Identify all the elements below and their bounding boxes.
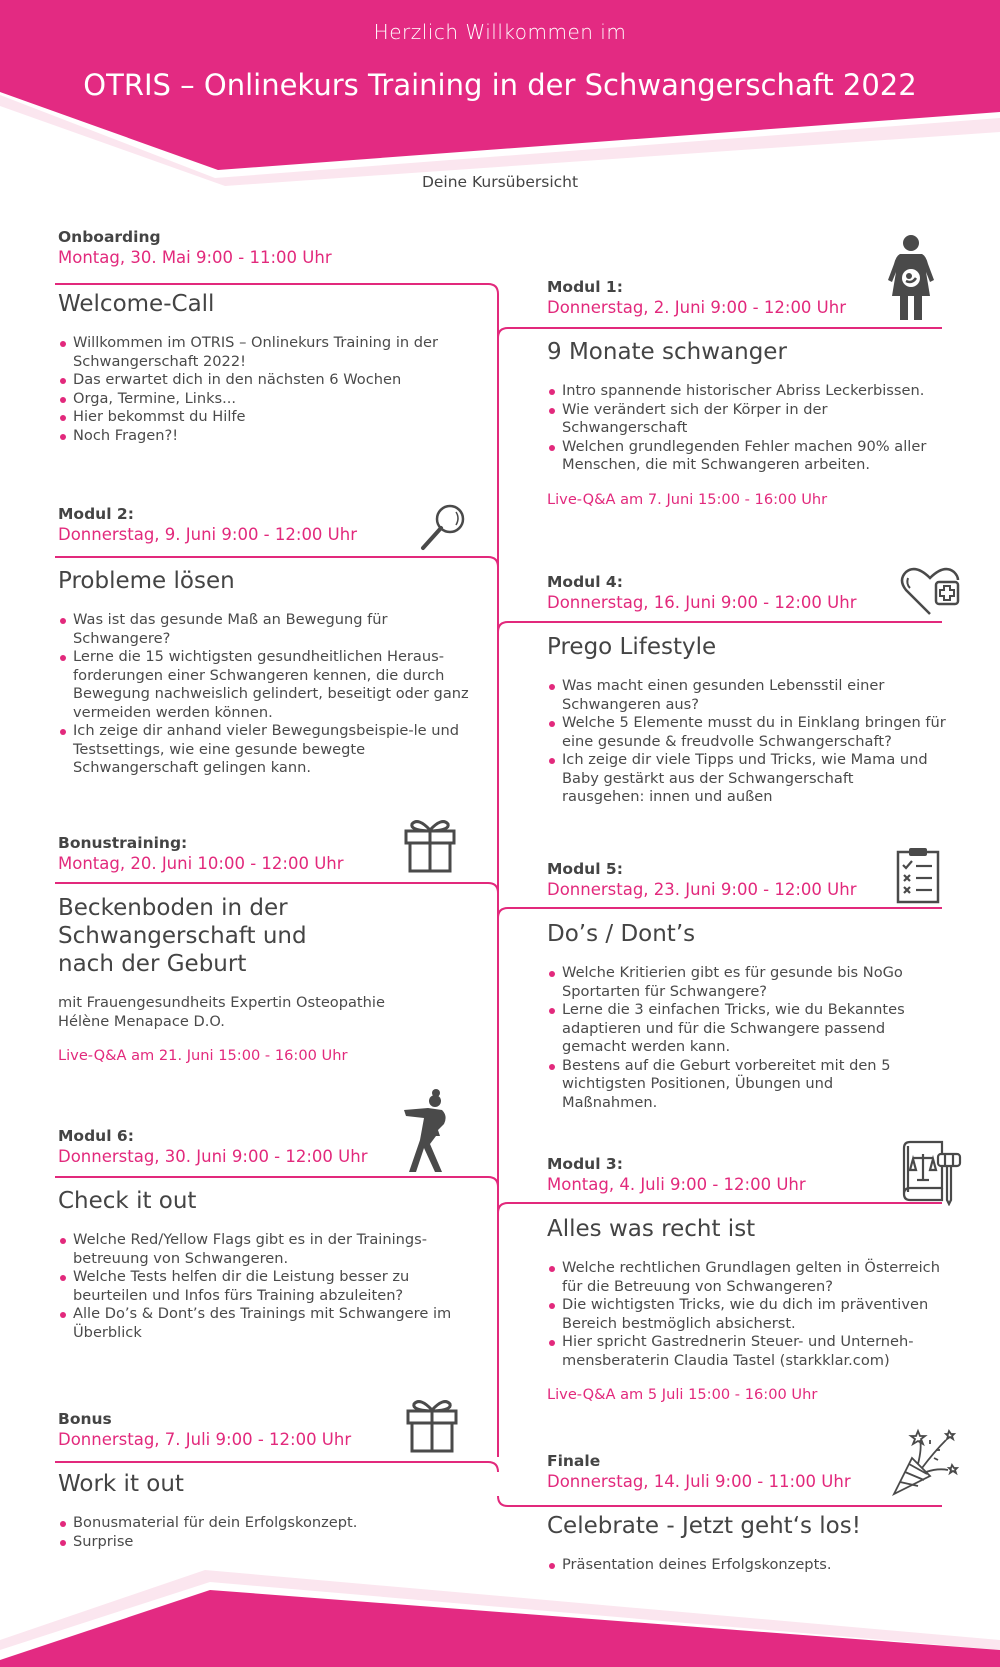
law-book-gavel-icon [898,1140,964,1206]
list-item: Das erwartet dich in den nächsten 6 Wochen [58,371,478,390]
gift-icon [402,815,458,875]
session-date: Donnerstag, 2. Juni 9:00 - 12:00 Uhr [547,298,846,317]
list-item: Welche Tests helfen dir die Leistung besser zu beurteilen und Infos fürs Training abzuleiten? [58,1268,478,1305]
list-item: Orga, Termine, Links... [58,390,478,409]
list-item: Intro spannende historischer Abriss Leckerbissen. [547,382,967,401]
session-label: Modul 1: [547,278,623,296]
heart-health-icon [898,564,962,618]
list-item: Welche rechtlichen Grundlagen gelten in Österreich für die Betreuung von Schwangeren? [547,1259,957,1296]
list-item: Wie verändert sich der Körper in der Schwangerschaft [547,401,862,438]
session-title: Check it out [58,1188,197,1214]
list-item: Surprise [58,1533,478,1552]
list-item: Hier bekommst du Hilfe [58,408,478,427]
session-title: Do’s / Dont’s [547,921,696,947]
session-label: Modul 6: [58,1127,134,1145]
session-label: Bonustraining: [58,834,188,852]
session-label: Modul 3: [547,1155,623,1173]
session-bullets [547,677,967,807]
session-date: Donnerstag, 7. Juli 9:00 - 12:00 Uhr [58,1430,352,1449]
list-item: Was macht einen gesunden Lebensstil einer Schwangeren aus? [547,677,912,714]
session-date: Donnerstag, 14. Juli 9:00 - 11:00 Uhr [547,1472,851,1491]
session-date: Montag, 30. Mai 9:00 - 11:00 Uhr [58,248,332,267]
session-label: Bonus [58,1410,112,1428]
session-label: Modul 4: [547,573,623,591]
gift-icon [404,1395,460,1455]
magnifier-icon [418,500,470,552]
list-item: Alle Do’s & Dont’s des Trainings mit Schwangere im Überblick [58,1305,478,1342]
session-title: Alles was recht ist [547,1216,756,1242]
session-date: Montag, 4. Juli 9:00 - 12:00 Uhr [547,1175,806,1194]
session-bullets [547,964,967,1112]
live-qa: Live-Q&A am 7. Juni 15:00 - 16:00 Uhr [547,490,828,508]
exercise-woman-icon [402,1088,454,1174]
session-bullets [58,611,478,778]
session-date: Donnerstag, 30. Juni 9:00 - 12:00 Uhr [58,1147,368,1166]
session-label: Modul 5: [547,860,623,878]
session-bullets [547,382,967,475]
session-label: Modul 2: [58,505,134,523]
party-popper-icon [890,1428,960,1498]
session-bullets [58,1231,478,1342]
session-bullets [58,1514,478,1551]
list-item: Die wichtigsten Tricks, wie du dich im präventiven Bereich bestmöglich absicherst. [547,1296,957,1333]
list-item: Welchen grundlegenden Fehler machen 90% aller Menschen, die mit Schwangeren arbeiten. [547,438,932,475]
list-item: Welche 5 Elemente musst du in Einklang bringen für eine gesunde & freudvolle Schwangerschaft? [547,714,957,751]
session-date: Donnerstag, 23. Juni 9:00 - 12:00 Uhr [547,880,857,899]
list-item: Welche Red/Yellow Flags gibt es in der Trainings-betreuung von Schwangeren. [58,1231,478,1268]
list-item: Was ist das gesunde Maß an Bewegung für Schwangere? [58,611,478,648]
list-item: Willkommen im OTRIS – Onlinekurs Training in der Schwangerschaft 2022! [58,334,478,371]
course-overview-label: Deine Kursübersicht [421,173,579,191]
session-title: 9 Monate schwanger [547,339,787,365]
page-title: OTRIS – Onlinekurs Training in der Schwangerschaft 2022 [83,68,917,102]
session-date: Montag, 20. Juni 10:00 - 12:00 Uhr [58,854,344,873]
session-modul-2 [58,505,478,778]
session-title: Probleme lösen [58,568,235,594]
list-item: Präsentation deines Erfolgskonzepts. [547,1556,967,1575]
list-item: Lerne die 3 einfachen Tricks, wie du Bekanntes adaptieren und für die Schwangere passend gemacht werden kann. [547,1001,952,1057]
list-item: Ich zeige dir anhand vieler Bewegungsbeispie-le und Testsettings, wie eine gesunde bewegte Schwangerschaft gelingen kann. [58,722,478,778]
session-date: Donnerstag, 16. Juni 9:00 - 12:00 Uhr [547,593,857,612]
list-item: Ich zeige dir viele Tipps und Tricks, wie Mama und Baby gestärkt aus der Schwangerschaft rausgehen: innen und außen [547,751,932,807]
list-item: Welche Kritierien gibt es für gesunde bis NoGo Sportarten für Schwangere? [547,964,952,1001]
welcome-text: Herzlich Willkommen im [373,20,627,44]
pregnant-woman-icon [886,234,936,322]
session-title: Welcome-Call [58,291,215,317]
session-title: Work it out [58,1471,184,1497]
session-bullets [547,1259,967,1370]
live-qa: Live-Q&A am 21. Juni 15:00 - 16:00 Uhr [58,1047,348,1064]
list-item: Bestens auf die Geburt vorbereitet mit den 5 wichtigsten Positionen, Übungen und Maßnahmen. [547,1057,902,1113]
session-bullets [547,1556,967,1575]
session-bullets [58,334,478,445]
list-item: Lerne die 15 wichtigsten gesundheitlichen Heraus-forderungen einer Schwangeren kennen, die durch Bewegung nachweislich gelindert, beseitigt oder ganz vermeiden werden können. [58,648,478,722]
session-description: mit Frauengesundheits Expertin Osteopathie Hélène Menapace D.O. [58,994,385,1030]
live-qa: Live-Q&A am 5 Juli 15:00 - 16:00 Uhr [547,1386,818,1403]
session-date: Donnerstag, 9. Juni 9:00 - 12:00 Uhr [58,525,357,544]
list-item: Noch Fragen?! [58,427,478,446]
session-label: Onboarding [58,228,161,246]
list-item: Hier spricht Gastrednerin Steuer- und Unterneh-mensberaterin Claudia Tastel (starkklar.com) [547,1333,957,1370]
list-item: Bonusmaterial für dein Erfolgskonzept. [58,1514,478,1533]
checklist-icon [896,846,942,904]
session-title: Prego Lifestyle [547,634,717,660]
session-title: Celebrate - Jetzt geht‘s los! [547,1513,861,1539]
session-label: Finale [547,1452,601,1470]
session-onboarding [58,228,478,445]
session-title: Beckenboden in der Schwangerschaft und nach der Geburt [58,895,307,977]
